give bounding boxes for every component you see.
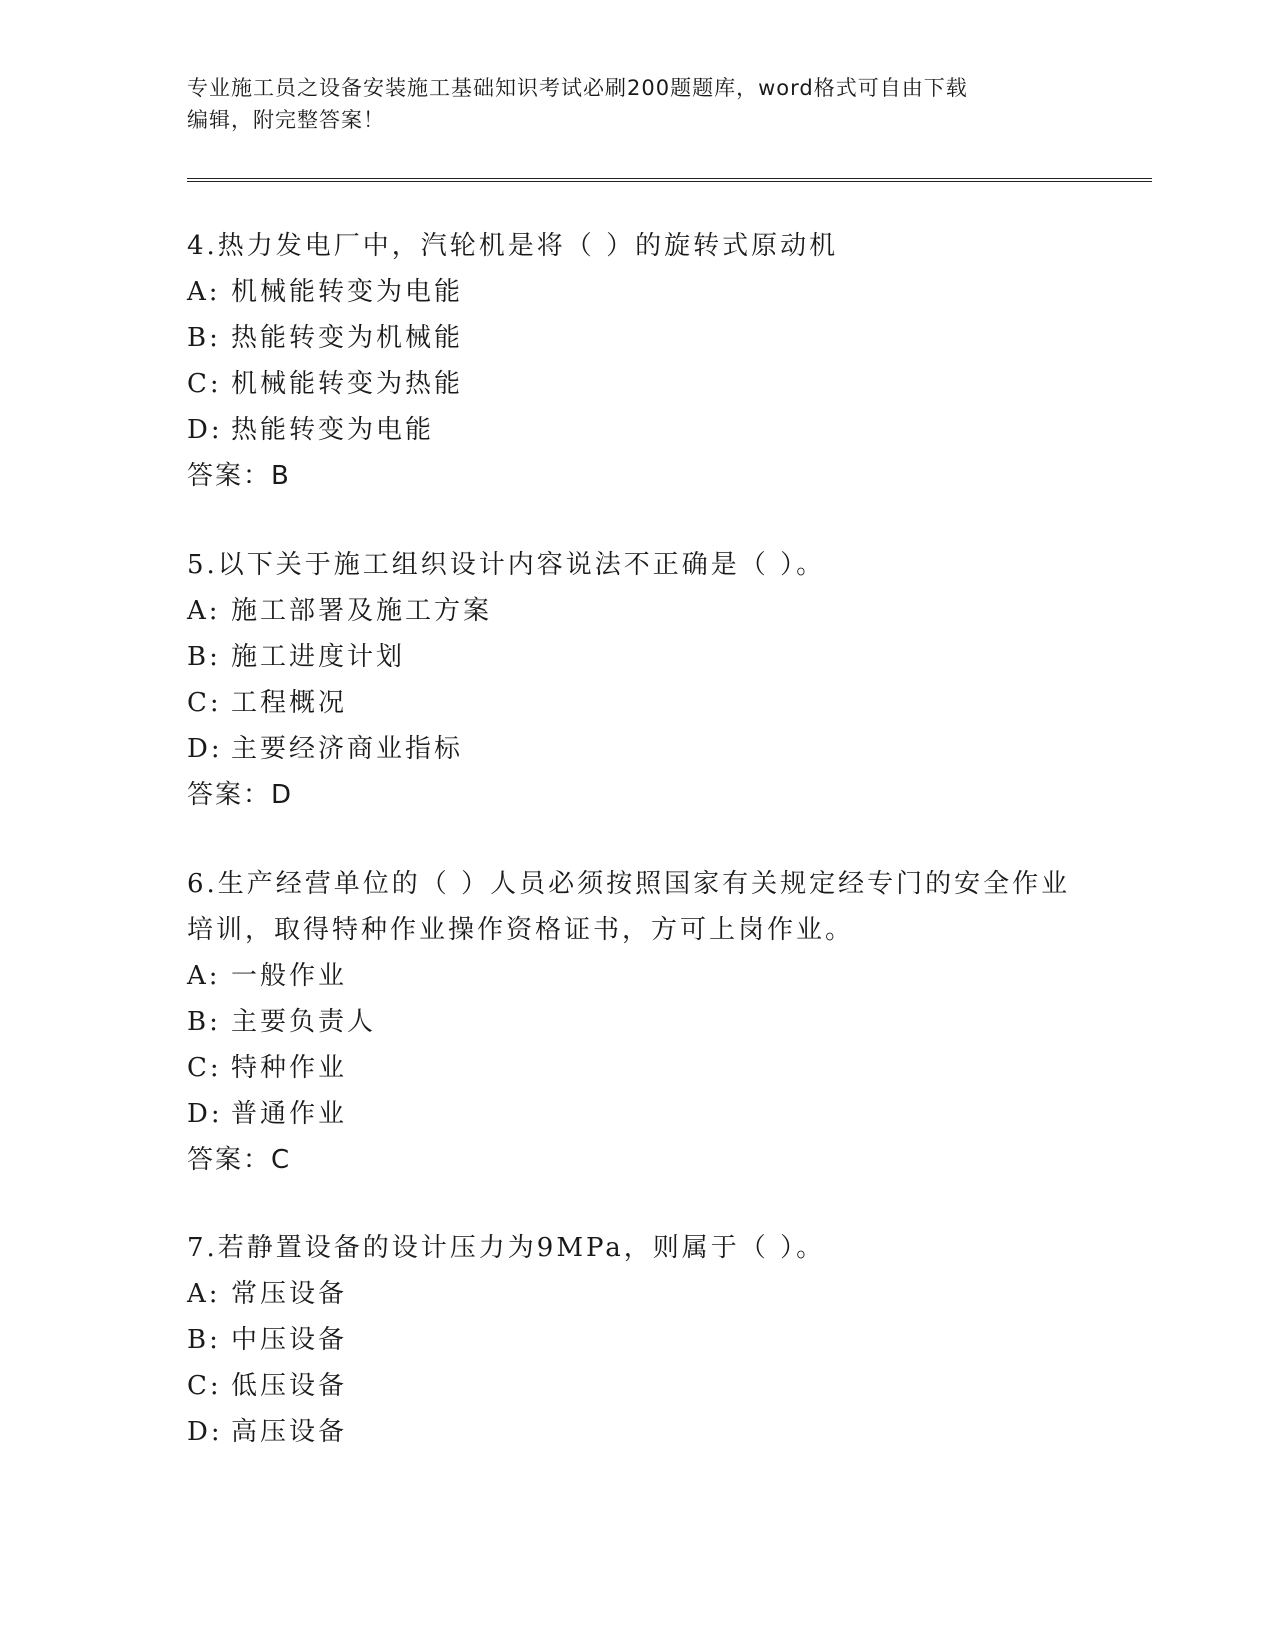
option-text: 机械能转变为热能 xyxy=(231,369,464,399)
option-key: A: xyxy=(187,961,221,991)
option-text: 热能转变为机械能 xyxy=(231,323,464,353)
option-text: 中压设备 xyxy=(231,1325,348,1355)
option-a xyxy=(187,269,1087,315)
option-key: D: xyxy=(187,1417,223,1447)
option-a xyxy=(187,588,1087,634)
option-key: D: xyxy=(187,1099,223,1129)
option-text: 工程概况 xyxy=(231,688,348,718)
option-a xyxy=(187,953,1087,999)
option-d xyxy=(187,726,1087,772)
option-key: A: xyxy=(187,277,221,307)
header-divider xyxy=(187,178,1152,182)
option-key: A: xyxy=(187,1279,221,1309)
option-key: C: xyxy=(187,369,222,399)
option-key: B: xyxy=(187,323,221,353)
question-stem: 5.以下关于施工组织设计内容说法不正确是（ ）。 xyxy=(187,550,826,580)
answer: 答案：B xyxy=(187,461,291,491)
option-key: C: xyxy=(187,1053,222,1083)
option-c xyxy=(187,680,1087,726)
option-key: A: xyxy=(187,596,221,626)
option-d xyxy=(187,407,1087,453)
option-c xyxy=(187,1045,1087,1091)
option-b xyxy=(187,1317,1087,1363)
question-stem: 4.热力发电厂中，汽轮机是将（ ）的旋转式原动机 xyxy=(187,231,839,261)
option-c xyxy=(187,361,1087,407)
question-6 xyxy=(187,861,1087,1183)
option-text: 一般作业 xyxy=(231,961,348,991)
document-header xyxy=(187,72,1067,136)
option-text: 热能转变为电能 xyxy=(231,415,435,445)
option-key: B: xyxy=(187,642,221,672)
answer: 答案：C xyxy=(187,1145,292,1175)
option-text: 高压设备 xyxy=(231,1417,348,1447)
question-5 xyxy=(187,542,1087,818)
option-text: 施工进度计划 xyxy=(231,642,406,672)
option-text: 主要负责人 xyxy=(231,1007,377,1037)
option-key: B: xyxy=(187,1007,221,1037)
question-7 xyxy=(187,1225,1087,1455)
option-key: B: xyxy=(187,1325,221,1355)
option-key: D: xyxy=(187,415,223,445)
option-text: 特种作业 xyxy=(231,1053,348,1083)
option-b xyxy=(187,999,1087,1045)
option-a xyxy=(187,1271,1087,1317)
option-text: 低压设备 xyxy=(231,1371,348,1401)
option-text: 主要经济商业指标 xyxy=(231,734,464,764)
option-text: 机械能转变为电能 xyxy=(231,277,464,307)
option-d xyxy=(187,1409,1087,1455)
option-key: D: xyxy=(187,734,223,764)
question-stem: 6.生产经营单位的（ ）人员必须按照国家有关规定经专门的安全作业培训，取得特种作业操作资格证书，方可上岗作业。 xyxy=(187,869,1071,945)
header-title-line-1: 专业施工员之设备安装施工基础知识考试必刷200题题库，word格式可自由下载 xyxy=(187,76,968,100)
question-4 xyxy=(187,223,1087,499)
option-text: 施工部署及施工方案 xyxy=(231,596,493,626)
option-c xyxy=(187,1363,1087,1409)
option-key: C: xyxy=(187,1371,222,1401)
option-d xyxy=(187,1091,1087,1137)
header-title-line-2: 编辑，附完整答案！ xyxy=(187,108,385,132)
option-b xyxy=(187,315,1087,361)
option-text: 常压设备 xyxy=(231,1279,348,1309)
option-text: 普通作业 xyxy=(231,1099,348,1129)
option-b xyxy=(187,634,1087,680)
question-stem: 7.若静置设备的设计压力为9MPa，则属于（ ）。 xyxy=(187,1233,826,1263)
answer: 答案：D xyxy=(187,780,294,810)
option-key: C: xyxy=(187,688,222,718)
